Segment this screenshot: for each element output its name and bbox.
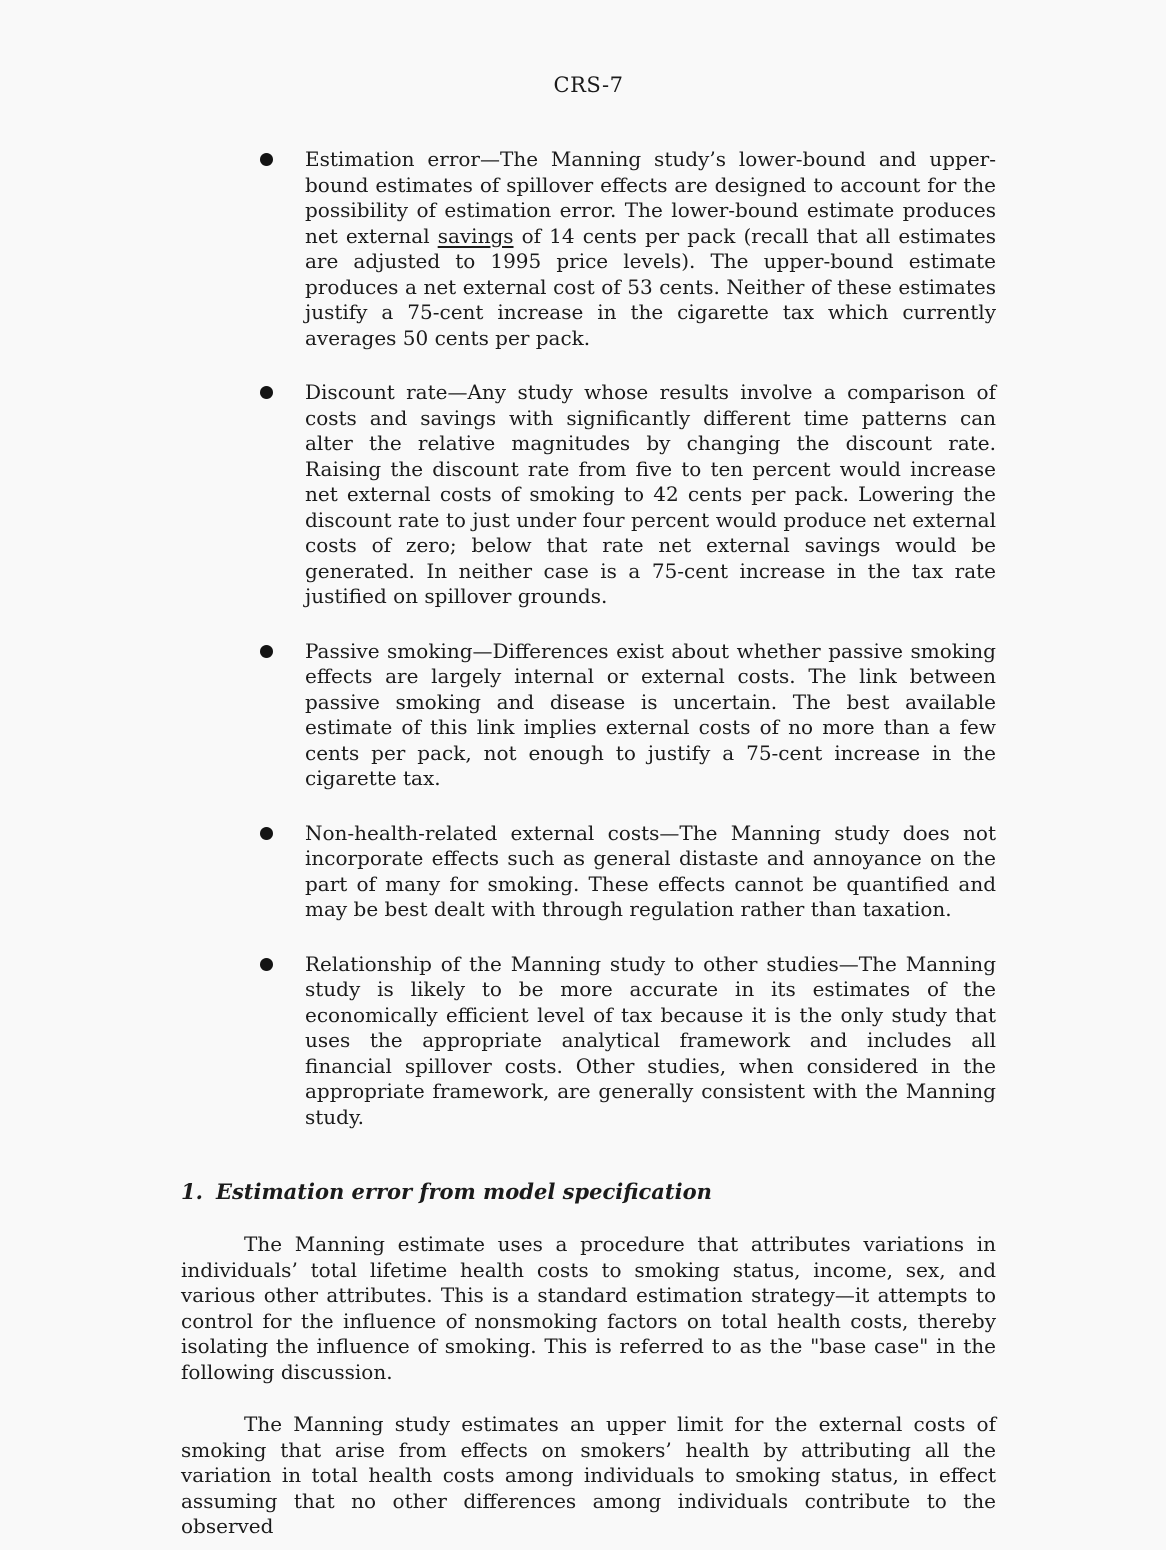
bullet-item-estimation-error (181, 147, 996, 351)
bullet-icon (260, 153, 273, 166)
bullet-marker-cell (181, 952, 305, 1131)
bullet-item-passive-smoking (181, 639, 996, 792)
bullet-text: Non-health-related external costs—The Manning study does not incorporate effects such as general distaste and annoyance on the part of many for smoking. These effects cannot be quantified and may be best dealt with through regulation rather than taxation. (305, 820, 996, 921)
bullet-text (305, 147, 996, 351)
bullet-marker-cell (181, 380, 305, 610)
bullet-text-post: of 14 cents per pack (recall that all estimates are adjusted to 1995 price levels). The upper-bound estimate produces a net external cost of 53 cents. Neither of these estimates justify a 75-cent increase in the cigarette tax which currently averages 50 cents per pack. (305, 223, 996, 350)
section-number: 1. (181, 1179, 203, 1204)
bullet-item-discount-rate (181, 380, 996, 610)
page-header: CRS-7 (553, 73, 624, 97)
bullet-icon (260, 958, 273, 971)
bullet-marker-cell (181, 639, 305, 792)
bullet-text-underlined: savings (437, 223, 514, 248)
bullet-icon (260, 827, 273, 840)
paragraph-base-case: The Manning estimate uses a procedure that attributes variations in individuals’ total lifetime health costs to smoking status, income, sex, and various other attributes. This is a standard estimation strategy—it attempts to control for the influence of nonsmoking factors on total health costs, thereby isolating the influence of smoking. This is referred to as the "base case" in the following discussion. (181, 1232, 996, 1384)
bullet-icon (260, 386, 273, 399)
bullet-marker-cell (181, 147, 305, 351)
bullet-item-relationship-other-studies (181, 952, 996, 1131)
bullet-item-non-health-costs (181, 821, 996, 923)
bullet-icon (260, 645, 273, 658)
paragraph-upper-limit: The Manning study estimates an upper limit for the external costs of smoking that arise from effects on smokers’ health by attributing all the variation in total health costs among individuals to smoking status, in effect assuming that no other differences among individuals contribute to the observed (181, 1412, 996, 1538)
section-title: Estimation error from model specification (215, 1179, 712, 1204)
section-heading (181, 1179, 996, 1205)
bullet-text-pre: Estimation error—The Manning study’s lower-bound and upper-bound estimates of spillover effects are designed to account for the possibility of estimation error. The lower-bound estimate produces net external (305, 147, 996, 248)
bullet-marker-cell (181, 821, 305, 923)
bullet-text: Discount rate—Any study whose results involve a comparison of costs and savings with significantly different time patterns can alter the relative magnitudes by changing the discount rate. Raising the discount rate from five to ten percent would increase net external costs of smoking to 42 cents per pack. Lowering the discount rate to just under four percent would produce net external costs of zero; below that rate net external savings would be generated. In neither case is a 75-cent increase in the tax rate justified on spillover grounds. (305, 380, 996, 608)
bullet-text: Passive smoking—Differences exist about whether passive smoking effects are largely internal or external costs. The link between passive smoking and disease is uncertain. The best available estimate of this link implies external costs of no more than a few cents per pack, not enough to justify a 75-cent increase in the cigarette tax. (305, 638, 996, 790)
bullet-text: Relationship of the Manning study to other studies—The Manning study is likely to be more accurate in its estimates of the economically efficient level of tax because it is the only study that uses the appropriate analytical framework and includes all financial spillover costs. Other studies, when considered in the appropriate framework, are generally consistent with the Manning study. (305, 951, 996, 1129)
bullet-list (181, 147, 996, 1130)
